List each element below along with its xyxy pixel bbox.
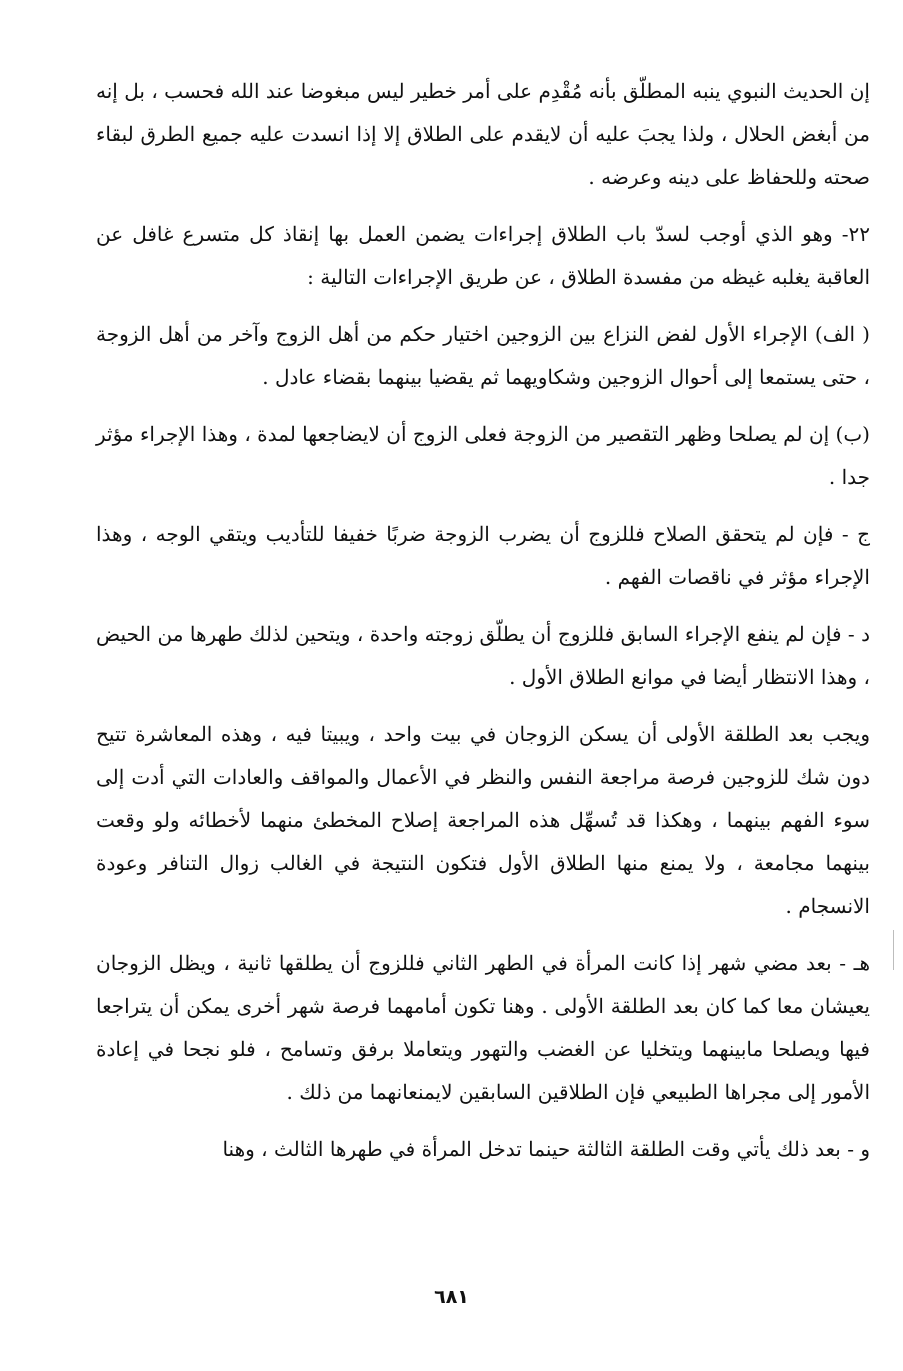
paragraph-step-ba: (ب) إن لم يصلحا وظهر التقصير من الزوجة فعلى الزوج أن لايضاجعها لمدة ، وهذا الإجراء مؤثر جدا . (96, 422, 870, 489)
paragraph-step-jim: ج - فإن لم يتحقق الصلاح فللزوج أن يضرب الزوجة ضربًا خفيفا للتأديب ويتقي الوجه ، وهذا الإجراء مؤثر في ناقصات الفهم . (96, 522, 870, 589)
paragraph-step-ha: هـ - بعد مضي شهر إذا كانت المرأة في الطهر الثاني فللزوج أن يطلقها ثانية ، ويظل الزوجان يعيشان معا كما كان بعد الطلقة الأولى . وهنا تكون أمامهما فرصة شهر أخرى يمكن أن يتراجعا فيها ويصلحا مابينهما ويتخليا عن الغضب والتهور ويتعاملا برفق وتسامح ، فلو نجحا في إعادة الأمور إلى مجراها الطبيعي فإن الطلاقين السابقين لايمنعانهما من ذلك . (96, 951, 870, 1104)
page-number: ٦٨١ (434, 1286, 469, 1308)
paragraph-after-first-divorce: ويجب بعد الطلقة الأولى أن يسكن الزوجان في بيت واحد ، ويبيتا فيه ، وهذه المعاشرة تتيح دون شك للزوجين فرصة مراجعة النفس والنظر في الأعمال والمواقف والعادات التي أدت إلى سوء الفهم بينهما ، وهكذا قد تُسهِّل هذه المراجعة إصلاح المخطئ منهما لأخطائه ولو وقعت بينهما مجامعة ، ولا يمنع منها الطلاق الأول فتكون النتيجة في الغالب زوال التنافر وعودة الانسجام . (96, 722, 870, 918)
paragraph-step-alif: ( الف) الإجراء الأول لفض النزاع بين الزوجين اختيار حكم من أهل الزوج وآخر من أهل الزوجة ، حتى يستمعا إلى أحوال الزوجين وشكاويهما ثم يقضيا بينهما بقضاء عادل . (96, 322, 870, 389)
paragraph-item-22: ٢٢- وهو الذي أوجب لسدّ باب الطلاق إجراءات يضمن العمل بها إنقاذ كل متسرع غافل عن العاقبة يغلبه غيظه من مفسدة الطلاق ، عن طريق الإجراءات التالية : (96, 222, 870, 289)
scan-margin-mark (893, 930, 894, 970)
paragraph-step-waw: و - بعد ذلك يأتي وقت الطلقة الثالثة حينما تدخل المرأة في طهرها الثالث ، وهنا (222, 1137, 870, 1161)
paragraph-step-dal: د - فإن لم ينفع الإجراء السابق فللزوج أن يطلّق زوجته واحدة ، ويتحين لذلك طهرها من الحيض ، وهذا الانتظار أيضا في موانع الطلاق الأول . (96, 622, 870, 689)
paragraph-hadith-intro: إن الحديث النبوي ينبه المطلّق بأنه مُقْدِم على أمر خطير ليس مبغوضا عند الله فحسب ، بل إنه من أبغض الحلال ، ولذا يجبَ عليه أن لايقدم على الطلاق إلا إذا انسدت عليه جميع الطرق لبقاء صحته وللحفاظ على دينه وعرضه . (96, 79, 870, 189)
page-body (96, 70, 870, 1340)
